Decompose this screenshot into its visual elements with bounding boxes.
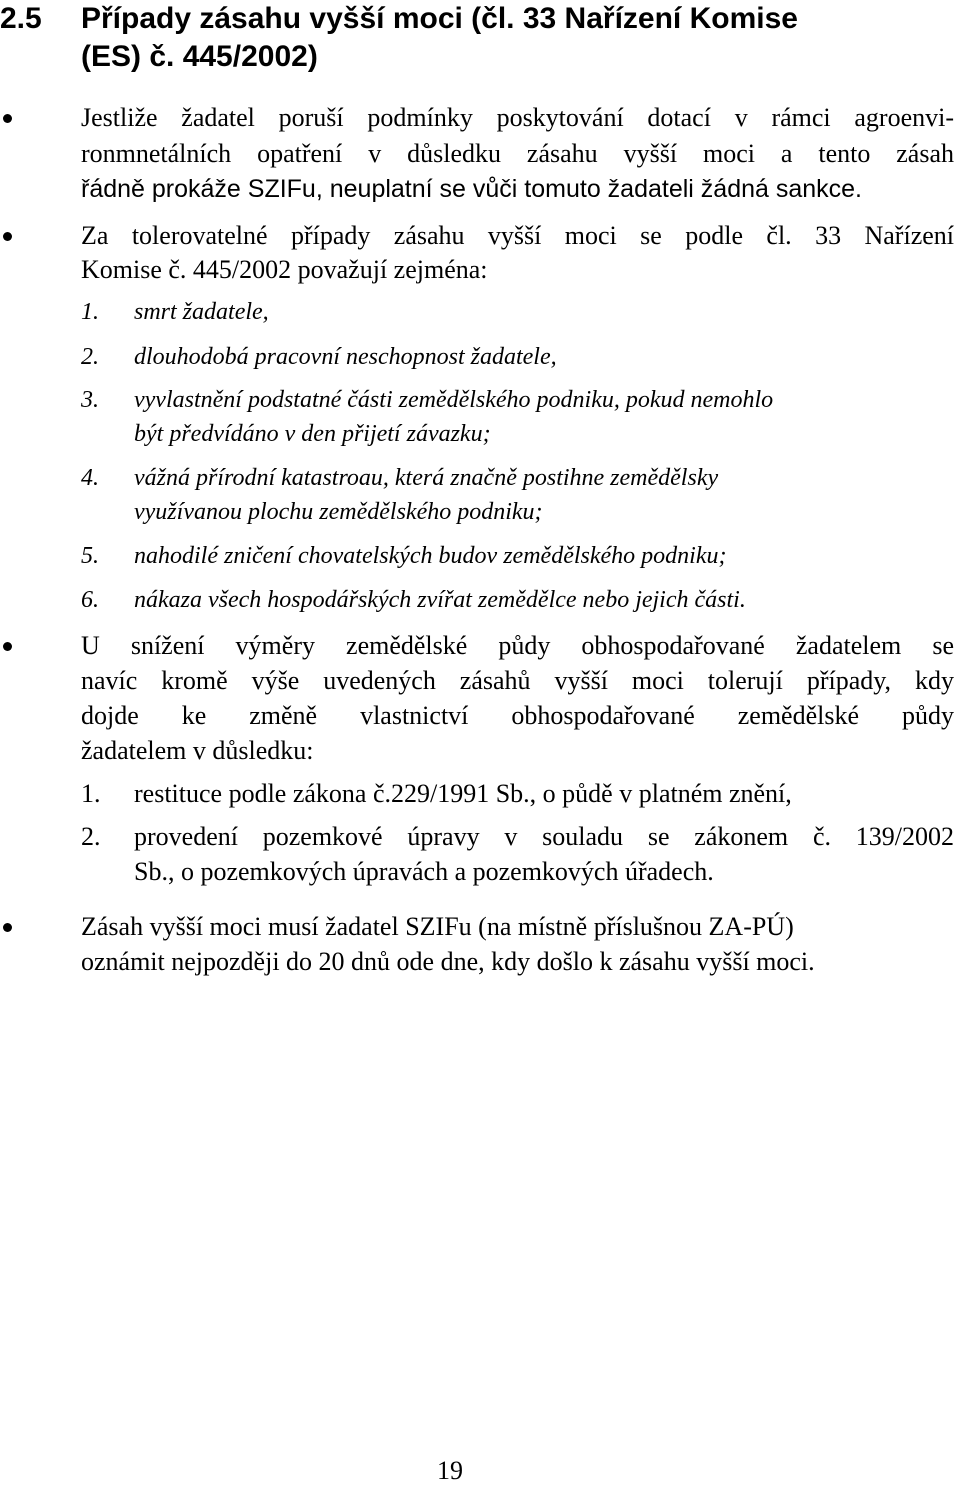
bullet-3-line-4: žadatelem v důsledku: xyxy=(81,736,314,765)
bullet-icon xyxy=(3,923,12,932)
list-item-number: 1. xyxy=(81,779,101,808)
list-item-text: dlouhodobá pracovní neschopnost žadatele, xyxy=(134,344,557,370)
list-item-text-cont: Sb., o pozemkových úpravách a pozemkových úřadech. xyxy=(134,857,714,886)
list-item-text: smrt žadatele, xyxy=(134,299,269,325)
list-item-text-cont: být předvídáno v den přijetí závazku; xyxy=(134,421,491,447)
bullet-3-line-2: navíc kromě výše uvedených zásahů vyšší moci tolerují případy, kdy xyxy=(81,666,954,695)
list-item-number: 2. xyxy=(81,344,99,370)
section-title-line-2: (ES) č. 445/2002) xyxy=(81,40,318,73)
page-number: 19 xyxy=(437,1456,463,1485)
bullet-2-line-1: Za tolerovatelné případy zásahu vyšší moci se podle čl. 33 Nařízení xyxy=(81,221,954,250)
bullet-2-line-2: Komise č. 445/2002 považují zejména: xyxy=(81,255,488,284)
bullet-icon xyxy=(3,114,12,123)
bullet-4-line-2: oznámit nejpozději do 20 dnů ode dne, kdy došlo k zásahu vyšší moci. xyxy=(81,947,815,976)
bullet-icon xyxy=(3,642,12,651)
list-item-number: 3. xyxy=(81,387,99,413)
list-item-text: vyvlastnění podstatné části zemědělského podniku, pokud nemohlo xyxy=(134,387,774,413)
bullet-1-line-2: ronmnetálních opatření v důsledku zásahu vyšší moci a tento zásah xyxy=(81,139,954,168)
list-item-text-cont: využívanou plochu zemědělského podniku; xyxy=(134,499,543,525)
bullet-1-line-1: Jestliže žadatel poruší podmínky poskytování dotací v rámci agroenvi- xyxy=(81,103,954,132)
list-item-text: restituce podle zákona č.229/1991 Sb., o půdě v platném znění, xyxy=(134,779,792,808)
list-item-number: 2. xyxy=(81,822,101,851)
bullet-3-line-3: dojde ke změně vlastnictví obhospodařované zemědělské půdy xyxy=(81,701,954,730)
bullet-4-line-1: Zásah vyšší moci musí žadatel SZIFu (na místně příslušnou ZA-PÚ) xyxy=(81,912,794,941)
list-item-number: 5. xyxy=(81,543,99,569)
bullet-1-line-3: řádně prokáže SZIFu, neuplatní se vůči tomuto žadateli žádná sankce. xyxy=(81,175,863,203)
bullet-icon xyxy=(3,232,12,241)
list-item-text: provedení pozemkové úpravy v souladu se zákonem č. 139/2002 xyxy=(134,822,954,851)
section-title-line-1: Případy zásahu vyšší moci (čl. 33 Nařízení Komise xyxy=(81,2,798,35)
list-item-text: nákaza všech hospodářských zvířat zemědělce nebo jejich části. xyxy=(134,587,746,613)
bullet-3-line-1: U snížení výměry zemědělské půdy obhospodařované žadatelem se xyxy=(81,631,954,660)
list-item-text: vážná přírodní katastroau, která značně postihne zemědělsky xyxy=(134,465,719,491)
list-item-number: 4. xyxy=(81,465,99,491)
section-number: 2.5 xyxy=(0,2,42,35)
list-item-text: nahodilé zničení chovatelských budov zemědělského podniku; xyxy=(134,543,727,569)
list-item-number: 6. xyxy=(81,587,99,613)
list-item-number: 1. xyxy=(81,299,99,325)
